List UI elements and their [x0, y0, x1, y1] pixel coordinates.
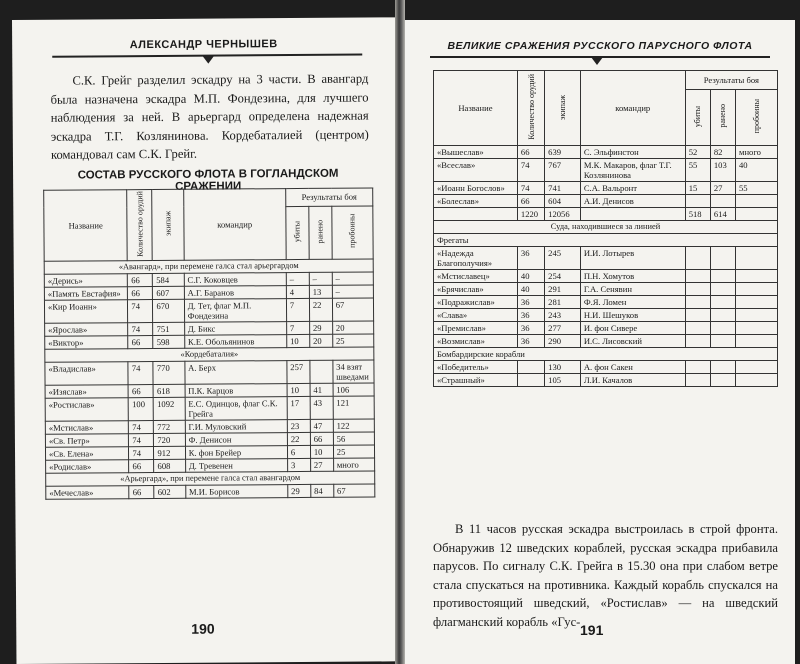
table-cell — [710, 322, 735, 335]
table-cell: 74 — [129, 433, 154, 446]
table-cell — [517, 361, 544, 374]
table-row — [434, 283, 778, 296]
table-cell: 55 — [736, 182, 778, 195]
left-paragraph: С.К. Грейг разделил эскадру на 3 части. В авангард была назначена эскадра М.П. Фондезина, для лучшего наблюдения за ней. В арьергард определена надежная эскадра Т.Г. Козляниновa. Кордебаталией (центром) командовал сам С.К. Грейг. — [50, 71, 369, 162]
table-cell — [710, 195, 735, 208]
table-cell — [685, 309, 710, 322]
table-cell: 100 — [129, 397, 154, 420]
table-cell: 608 — [154, 459, 185, 472]
table-cell: «Вышеслав» — [434, 146, 518, 159]
table-cell: 56 — [333, 432, 374, 445]
table-cell — [736, 335, 778, 348]
table-cell: 74 — [128, 322, 153, 335]
table-cell — [736, 322, 778, 335]
table-cell: 741 — [545, 182, 581, 195]
table-cell: Д. Тет, флаг М.П. Фондезина — [184, 298, 286, 322]
table-cell: 66 — [129, 485, 154, 498]
table-cell: Д. Тревенен — [185, 458, 287, 472]
table-cell: 291 — [545, 283, 581, 296]
table-cell: 604 — [545, 195, 581, 208]
table-cell: 74 — [128, 361, 153, 384]
header-crew: экипаж — [545, 71, 581, 146]
table-cell: 122 — [333, 419, 374, 432]
section-label: «Авангард», при перемене галса стал арьергардом — [44, 259, 373, 274]
table-row — [434, 322, 778, 335]
table-cell — [685, 283, 710, 296]
table-cell — [434, 208, 518, 221]
table-row — [434, 146, 778, 159]
table-cell: «Изяслав» — [45, 384, 128, 398]
table-cell — [736, 270, 778, 283]
header-commander: командир — [580, 71, 685, 146]
table-cell: 66 — [128, 286, 153, 299]
table-cell: 43 — [310, 396, 333, 419]
table-cell — [736, 361, 778, 374]
section-label: Бомбардирские корабли — [434, 348, 778, 361]
table-cell — [710, 374, 735, 387]
table-cell: 66 — [310, 432, 333, 445]
table-cell: 770 — [153, 361, 184, 384]
table-cell — [736, 208, 778, 221]
table-cell: «Надежда Благополучия» — [434, 247, 518, 270]
table-cell: 84 — [311, 484, 334, 497]
running-head-left: АЛЕКСАНДР ЧЕРНЫШЕВ — [129, 38, 278, 52]
table-cell: 518 — [685, 208, 710, 221]
table-cell: 74 — [129, 446, 154, 459]
table-cell: – — [309, 272, 332, 285]
table-cell: К. фон Брейер — [185, 445, 287, 459]
table-cell: «Брячислав» — [434, 283, 518, 296]
table-cell: М.К. Макаров, флаг Т.Г. Козлянинова — [580, 159, 685, 182]
header-crew: экипаж — [152, 189, 184, 260]
table-cell: 614 — [710, 208, 735, 221]
table-cell — [736, 247, 778, 270]
section-label: «Кордебаталия» — [45, 347, 374, 362]
table-cell — [685, 270, 710, 283]
table-cell: 584 — [153, 273, 184, 286]
table-cell: 52 — [685, 146, 710, 159]
table-cell: 55 — [685, 159, 710, 182]
right-table-body — [434, 146, 778, 387]
table-row — [434, 195, 778, 208]
table-cell: «Дерись» — [44, 273, 127, 287]
header-name: Название — [434, 71, 518, 146]
table-row — [434, 182, 778, 195]
table-cell: 27 — [310, 458, 333, 471]
section-label: «Арьергард», при перемене галса стал авангардом — [46, 471, 375, 486]
table-cell: «Страшный» — [434, 374, 518, 387]
table-cell: 6 — [287, 445, 310, 458]
table-cell: «Возмислав» — [434, 335, 518, 348]
running-head-right: ВЕЛИКИЕ СРАЖЕНИЯ РУССКОГО ПАРУСНОГО ФЛОТА — [447, 40, 753, 52]
table-cell: 767 — [545, 159, 581, 182]
table-cell: «Ярослав» — [45, 322, 128, 336]
table-cell: «Св. Елена» — [45, 446, 128, 460]
table-cell: К.Е. Обольянинов — [184, 334, 286, 348]
table-cell: С.Г. Коковцев — [184, 272, 286, 286]
table-cell: Г.И. Муловский — [185, 419, 287, 433]
table-cell: «Виктор» — [45, 335, 128, 349]
table-cell — [685, 335, 710, 348]
table-row — [44, 298, 373, 323]
left-fleet-table — [43, 187, 375, 499]
table-cell: «Кир Иоанн» — [44, 299, 128, 323]
table-cell: И.И. Лотырев — [580, 247, 685, 270]
table-row — [434, 296, 778, 309]
table-cell — [310, 360, 333, 383]
table-row — [434, 309, 778, 322]
table-cell: «Победитель» — [434, 361, 518, 374]
table-section-row — [434, 348, 778, 361]
header-holes: пробоины — [332, 206, 374, 259]
left-page — [12, 17, 399, 664]
table-row — [434, 361, 778, 374]
right-page — [405, 20, 795, 664]
table-cell: 66 — [128, 384, 153, 397]
table-cell: 29 — [288, 484, 311, 497]
table-cell: 618 — [153, 384, 184, 397]
table-cell: 27 — [710, 182, 735, 195]
table-cell: 277 — [545, 322, 581, 335]
table-cell: 243 — [545, 309, 581, 322]
table-section-row — [434, 234, 778, 247]
table-cell — [736, 374, 778, 387]
table-row — [434, 208, 778, 221]
table-section-row — [434, 221, 778, 234]
table-cell: 290 — [545, 335, 581, 348]
table-cell: «Память Евстафия» — [44, 286, 127, 300]
table-cell: И.С. Лисовский — [580, 335, 685, 348]
table-row — [434, 335, 778, 348]
table-cell: 720 — [154, 433, 185, 446]
header-wounded: ранено — [309, 206, 332, 259]
table-cell: – — [332, 272, 373, 285]
table-cell — [736, 195, 778, 208]
table-cell: Г.А. Сенявин — [580, 283, 685, 296]
table-cell — [736, 309, 778, 322]
table-cell: 34 взят шведами — [333, 360, 374, 383]
table-cell — [685, 195, 710, 208]
table-cell: 13 — [309, 285, 332, 298]
right-fleet-table — [433, 70, 778, 387]
table-cell: – — [286, 272, 309, 285]
table-cell: «Слава» — [434, 309, 518, 322]
table-cell: 40 — [517, 270, 544, 283]
table-cell: Е.С. Одинцов, флаг С.К. Грейга — [185, 396, 287, 420]
table-cell — [710, 270, 735, 283]
header-name: Название — [44, 190, 128, 261]
table-cell: М.И. Борисов — [185, 484, 287, 498]
table-cell: 281 — [545, 296, 581, 309]
table-cell: 639 — [545, 146, 581, 159]
table-cell — [685, 361, 710, 374]
table-cell: «Владислав» — [45, 361, 129, 385]
table-cell: 4 — [286, 285, 309, 298]
table-cell: 103 — [710, 159, 735, 182]
table-cell: И. фон Сивере — [580, 322, 685, 335]
table-cell — [710, 283, 735, 296]
table-cell: 74 — [129, 420, 154, 433]
right-paragraph: В 11 часов русская эскадра выстроилась в строй фронта. Обнаружив 12 шведских кораблей, русская эскадра прибавила парусов. По сигналу С.К. Грейга в 15.30 она при слабом ветре стала спускаться на противника. Каждый корабль спускался на противостоящий шведский, «Ростислав» — на шведский флагманский корабль «Гус- — [433, 522, 778, 629]
table-cell: 36 — [517, 309, 544, 322]
table-cell: 47 — [310, 419, 333, 432]
table-cell: 74 — [517, 182, 544, 195]
table-cell: П.К. Карцов — [185, 383, 287, 397]
table-cell: «Болеслав» — [434, 195, 518, 208]
table-row — [45, 396, 374, 421]
table-cell: «Св. Петр» — [45, 433, 128, 447]
table-cell — [710, 361, 735, 374]
table-cell — [736, 296, 778, 309]
table-cell: 257 — [287, 360, 310, 383]
running-head-marker — [591, 57, 603, 65]
table-cell: А.Г. Баранов — [184, 285, 286, 299]
table-cell: 772 — [154, 420, 185, 433]
table-cell: 10 — [287, 334, 310, 347]
table-cell — [710, 309, 735, 322]
header-killed: убиты — [685, 89, 710, 145]
table-cell: Ф. Денисон — [185, 432, 287, 446]
table-cell: 67 — [333, 484, 374, 497]
table-cell: 22 — [287, 432, 310, 445]
table-cell: 7 — [286, 321, 309, 334]
table-cell — [685, 374, 710, 387]
table-cell: С. Эльфинстон — [580, 146, 685, 159]
table-cell — [710, 247, 735, 270]
table-cell: «Всеслав» — [434, 159, 518, 182]
table-cell: 121 — [333, 396, 374, 419]
table-cell: Л.И. Качалов — [580, 374, 685, 387]
table-cell: 245 — [545, 247, 581, 270]
table-cell: «Иоанн Богослов» — [434, 182, 518, 195]
table-cell: много — [333, 458, 374, 471]
table-cell: 3 — [287, 458, 310, 471]
header-holes: пробоины — [736, 89, 778, 145]
table-row — [434, 374, 778, 387]
table-cell: «Мстислав» — [45, 420, 128, 434]
page-number-right: 191 — [580, 622, 604, 638]
header-killed: убиты — [286, 206, 309, 259]
table-cell: 41 — [310, 383, 333, 396]
table-row — [45, 360, 374, 385]
table-cell: 12056 — [545, 208, 581, 221]
table-cell: «Родислав» — [46, 459, 129, 473]
table-cell: 1220 — [517, 208, 544, 221]
book-gutter — [395, 0, 405, 664]
table-cell: А.И. Денисов — [580, 195, 685, 208]
left-table-body — [44, 259, 375, 499]
table-cell: «Премислав» — [434, 322, 518, 335]
table-cell — [685, 296, 710, 309]
table-cell: 607 — [153, 286, 184, 299]
table-row — [46, 484, 375, 499]
table-cell: 74 — [517, 159, 544, 182]
table-cell: «Мстиславец» — [434, 270, 518, 283]
table-cell: 22 — [309, 298, 332, 321]
table-cell: 1092 — [154, 397, 185, 420]
header-results: Результаты боя — [685, 71, 777, 90]
table-cell: 66 — [517, 195, 544, 208]
table-cell: П.Н. Хомутов — [580, 270, 685, 283]
table-cell: 66 — [129, 459, 154, 472]
table-row — [434, 270, 778, 283]
table-row — [434, 159, 778, 182]
table-cell: 130 — [545, 361, 581, 374]
table-cell: много — [736, 146, 778, 159]
table-cell — [685, 247, 710, 270]
table-cell — [517, 374, 544, 387]
table-cell: 67 — [332, 298, 373, 321]
header-wounded: ранено — [710, 89, 735, 145]
table-cell — [710, 335, 735, 348]
header-commander: командир — [183, 189, 286, 260]
table-cell: 40 — [736, 159, 778, 182]
table-cell: 36 — [517, 335, 544, 348]
table-cell: «Мечеслав» — [46, 485, 129, 499]
table-cell: 36 — [517, 322, 544, 335]
table-cell: 20 — [309, 334, 332, 347]
table-cell: 66 — [128, 335, 153, 348]
table-cell: А. Берх — [185, 360, 287, 384]
table-title: СОСТАВ РУССКОГО ФЛОТА В ГОГЛАНДСКОМ СРАЖЕНИИ — [77, 167, 339, 193]
table-cell: 602 — [154, 485, 185, 498]
table-cell: 751 — [153, 322, 184, 335]
table-cell: 254 — [545, 270, 581, 283]
section-label: Фрегаты — [434, 234, 778, 247]
header-guns: Количество орудий — [127, 190, 153, 261]
table-cell: 10 — [310, 445, 333, 458]
table-cell: Н.И. Шешуков — [580, 309, 685, 322]
table-cell: Д. Бикс — [184, 321, 286, 335]
header-results: Результаты боя — [286, 188, 373, 206]
table-cell: 25 — [332, 334, 373, 347]
table-cell: 40 — [517, 283, 544, 296]
running-head-marker — [202, 56, 214, 64]
table-cell: 36 — [517, 247, 544, 270]
table-cell: «Ростислав» — [45, 397, 129, 421]
table-cell: 25 — [333, 445, 374, 458]
table-cell: 23 — [287, 419, 310, 432]
table-cell: 36 — [517, 296, 544, 309]
table-cell: 912 — [154, 446, 185, 459]
table-cell: 670 — [153, 299, 184, 322]
table-cell: 74 — [128, 299, 153, 322]
header-guns: Количество орудий — [517, 71, 544, 146]
section-label: Суда, находившиеся за линией — [434, 221, 778, 234]
table-cell: 10 — [287, 383, 310, 396]
table-cell: 82 — [710, 146, 735, 159]
table-cell — [685, 322, 710, 335]
table-cell: 17 — [287, 396, 310, 419]
table-cell: С.А. Вальронт — [580, 182, 685, 195]
table-cell: Ф.Я. Ломен — [580, 296, 685, 309]
table-cell: 598 — [153, 335, 184, 348]
table-cell — [736, 283, 778, 296]
table-cell: 66 — [128, 273, 153, 286]
table-cell: 106 — [333, 383, 374, 396]
table-cell — [710, 296, 735, 309]
table-cell: 20 — [332, 321, 373, 334]
table-cell — [580, 208, 685, 221]
table-cell: – — [332, 285, 373, 298]
table-cell: 66 — [517, 146, 544, 159]
table-cell: 15 — [685, 182, 710, 195]
table-cell: А. фон Сакен — [580, 361, 685, 374]
table-row — [434, 247, 778, 270]
table-cell: «Подражислав» — [434, 296, 518, 309]
table-cell: 29 — [309, 321, 332, 334]
table-cell: 7 — [286, 298, 309, 321]
page-number-left: 190 — [191, 620, 215, 637]
table-cell: 105 — [545, 374, 581, 387]
